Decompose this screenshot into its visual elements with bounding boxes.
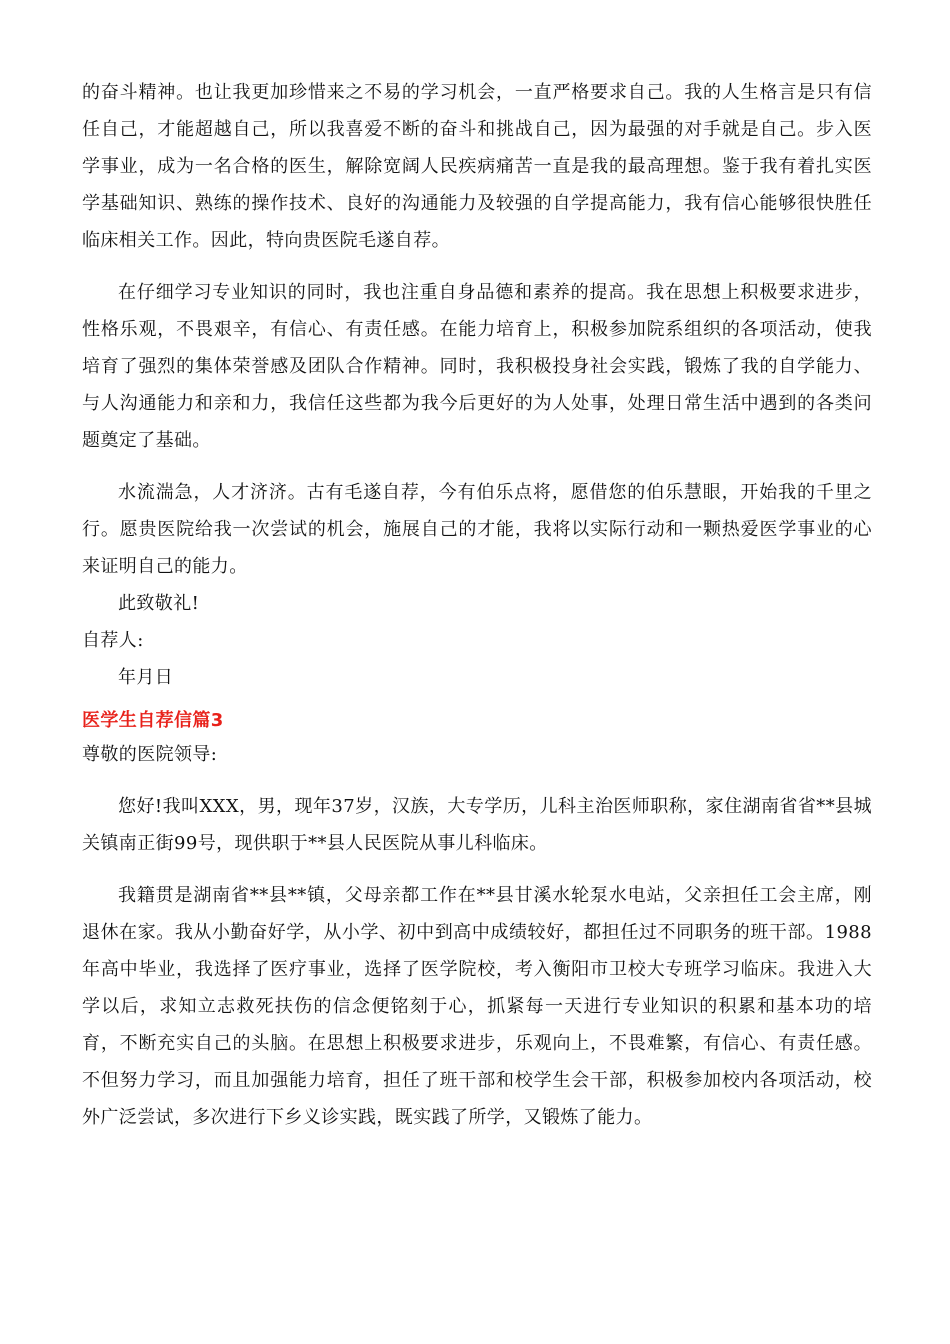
- intro-paragraph: 的奋斗精神。也让我更加珍惜来之不易的学习机会，一直严格要求自己。我的人生格言是只有信任自己，才能超越自己，所以我喜爱不断的奋斗和挑战自己，因为最强的对手就是自己。步入医学事业，成为一名合格的医生，解除宽阔人民疾病痛苦一直是我的最高理想。鉴于我有着扎实医学基础知识、熟练的操作技术、良好的沟通能力及较强的自学提高能力，我有信心能够很快胜任临床相关工作。因此，特向贵医院毛遂自荐。: [82, 82, 872, 251]
- body-paragraph-introduction: 您好!我叫XXX，男，现年37岁，汉族，大专学历，儿科主治医师职称，家住湖南省省**县城关镇南正街99号，现供职于**县人民医院从事儿科临床。: [82, 796, 872, 854]
- letter-salutation: 尊敬的医院领导:: [82, 744, 218, 765]
- date-label: 年月日: [118, 667, 174, 688]
- closing-salutation: 此致敬礼!: [118, 593, 200, 614]
- document-page: [82, 74, 872, 1136]
- signature-label: 自荐人:: [82, 630, 144, 651]
- body-paragraph-qualities: 在仔细学习专业知识的同时，我也注重自身品德和素养的提高。我在思想上积极要求进步，性格乐观，不畏艰辛，有信心、有责任感。在能力培育上，积极参加院系组织的各项活动，使我培育了强烈的集体荣誉感及团队合作精神。同时，我积极投身社会实践，锻炼了我的自学能力、与人沟通能力和亲和力，我信任这些都为我今后更好的为人处事，处理日常生活中遇到的各类问题奠定了基础。: [82, 282, 872, 451]
- body-paragraph-background: 我籍贯是湖南省**县**镇，父母亲都工作在**县甘溪水轮泵水电站，父亲担任工会主席，刚退休在家。我从小勤奋好学，从小学、初中到高中成绩较好，都担任过不同职务的班干部。1988年高中毕业，我选择了医疗事业，选择了医学院校，考入衡阳市卫校大专班学习临床。我进入大学以后，求知立志救死扶伤的信念便铭刻于心，抓紧每一天进行专业知识的积累和基本功的培育，不断充实自己的头脑。在思想上积极要求进步，乐观向上，不畏难繁，有信心、有责任感。不但努力学习，而且加强能力培育，担任了班干部和校学生会干部，积极参加校内各项活动，校外广泛尝试，多次进行下乡义诊实践，既实践了所学，又锻炼了能力。: [82, 885, 872, 1128]
- section-heading: 医学生自荐信篇3: [82, 710, 224, 731]
- body-paragraph-request: 水流湍急，人才济济。古有毛遂自荐，今有伯乐点将，愿借您的伯乐慧眼，开始我的千里之行。愿贵医院给我一次尝试的机会，施展自己的才能，我将以实际行动和一颗热爱医学事业的心来证明自己的能力。: [82, 482, 872, 577]
